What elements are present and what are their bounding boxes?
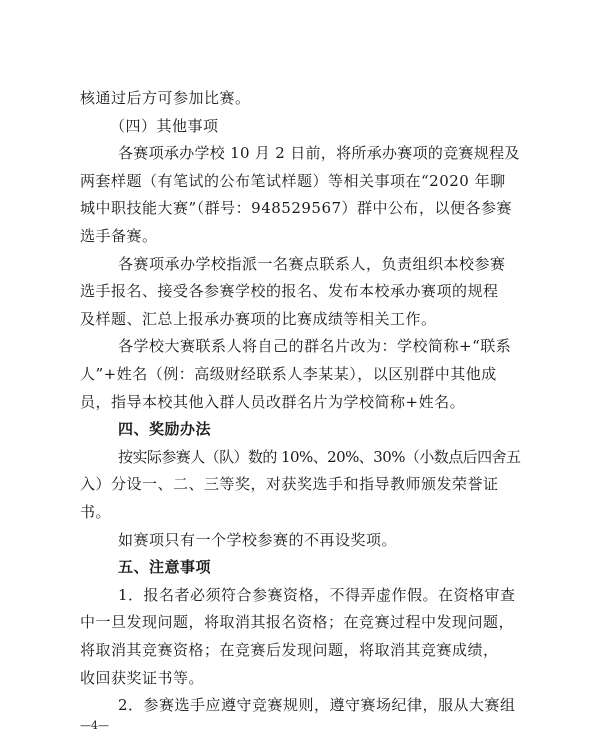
paragraph-line: 各学校大赛联系人将自己的群名片改为：学校简称+“联系 (118, 337, 512, 356)
paragraph-line: 各赛项承办学校指派一名赛点联系人，负责组织本校参赛 (118, 254, 506, 273)
paragraph-line: 如赛项只有一个学校参赛的不再设奖项。 (118, 530, 398, 549)
subsection-heading: （四）其他事项 (110, 116, 219, 135)
paragraph-line: 选手报名、接受各参赛学校的报名、发布本校承办赛项的规程 (80, 282, 499, 301)
paragraph-line: 入）分设一、二、三等奖，对获奖选手和指导教师颁发荣誉证 (80, 475, 499, 494)
paragraph-line: 中一旦发现问题，将取消其报名资格；在竞赛过程中发现问题， (80, 613, 515, 632)
paragraph-line: 人”+姓名（例：高级财经联系人李某某），以区别群中其他成 (80, 365, 497, 383)
paragraph-line: 选手备赛。 (80, 227, 158, 245)
paragraph-line: 2．参赛选手应遵守竞赛规则，遵守赛场纪律，服从大赛组 (118, 696, 516, 715)
section-heading: 四、奖励办法 (118, 420, 212, 439)
page-number: —4— (80, 719, 109, 732)
section-heading: 五、注意事项 (118, 558, 212, 577)
paragraph-line: 城中职技能大赛”（群号：948529567）群中公布，以便各参赛 (80, 199, 513, 218)
paragraph-line: 两套样题（有笔试的公布笔试样题）等相关事项在“2020 年聊 (80, 171, 506, 190)
paragraph-line: 及样题、汇总上报承办赛项的比赛成绩等相关工作。 (80, 309, 437, 328)
paragraph-line: 将取消其竞赛资格；在竞赛后发现问题，将取消其竞赛成绩， (80, 641, 499, 659)
paragraph-line: 按实际参赛人（队）数的 10%、20%、30%（小数点后四舍五 (118, 447, 521, 466)
text-line: 核通过后方可参加比赛。 (80, 89, 251, 107)
paragraph-line: 收回获奖证书等。 (80, 668, 205, 687)
paragraph-line: 员，指导本校其他入群人员改群名片为学校简称+姓名。 (80, 392, 466, 411)
paragraph-line: 书。 (80, 503, 112, 521)
paragraph-line: 各赛项承办学校 10 月 2 日前，将所承办赛项的竞赛规程及 (118, 144, 520, 163)
paragraph-line: 1．报名者必须符合参赛资格，不得弄虚作假。在资格审查 (118, 585, 516, 604)
